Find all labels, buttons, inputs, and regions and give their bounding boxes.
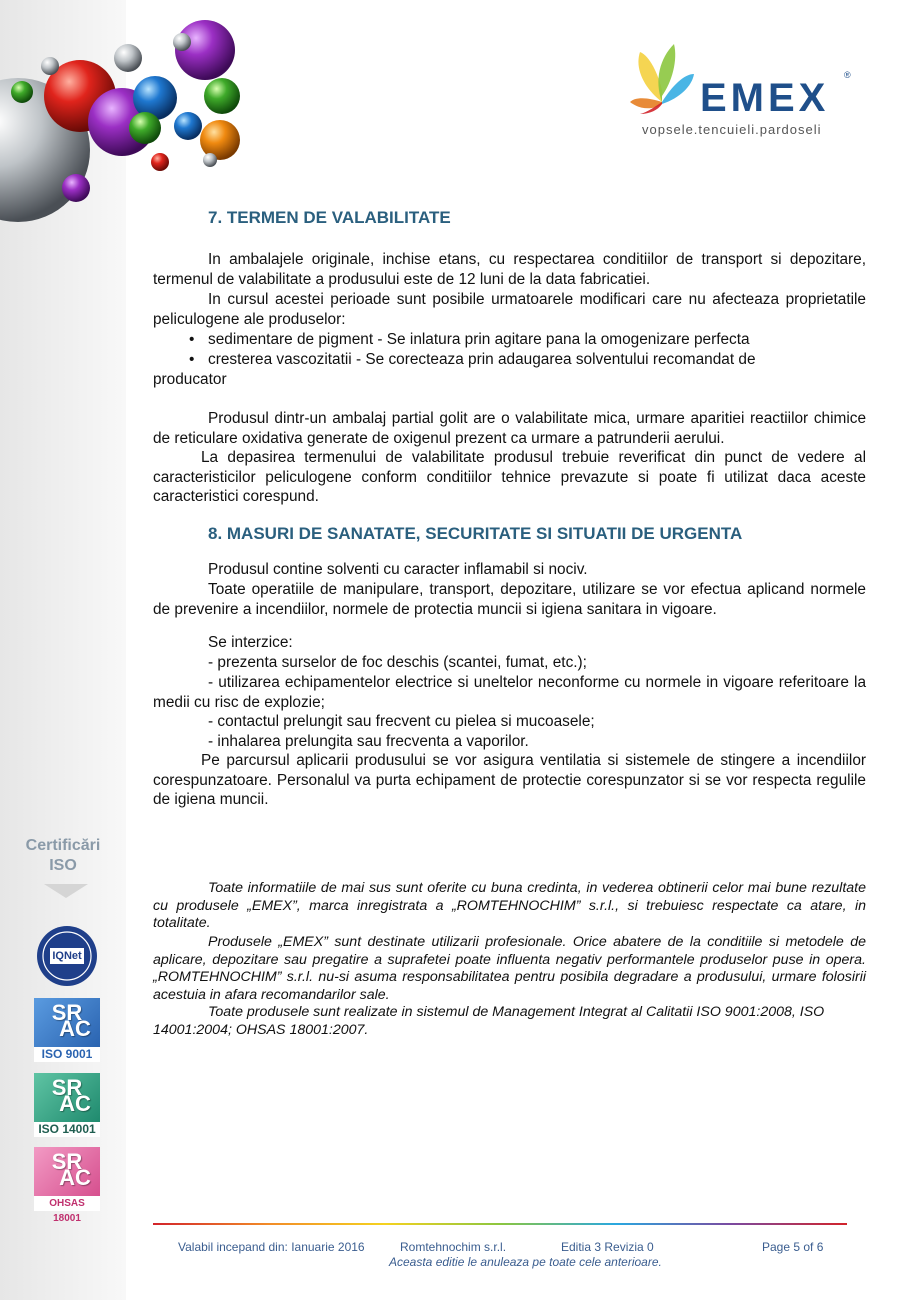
sr-badge-ohsas-18001: [34, 1147, 100, 1224]
butterfly-icon: [626, 40, 698, 116]
section-8-paragraph-1: Produsul contine solventi cu caracter inflamabil si nociv.: [208, 561, 588, 578]
certifications-title: Certificări: [25, 837, 101, 854]
bullet-item-1: sedimentare de pigment - Se inlatura prin agitare pana la omogenizare perfecta: [208, 331, 750, 348]
prohibition-item-2: - utilizarea echipamentelor electrice si uneltelor neconforme cu normele in vigoare referitoare la medii cu risc de explozie;: [153, 674, 866, 711]
section-8-heading: 8. MASURI DE SANATATE, SECURITATE SI SITUATII DE URGENTA: [208, 524, 743, 543]
prohibition-item-1: - prezenta surselor de foc deschis (scantei, fumat, etc.);: [208, 654, 587, 671]
badge-ac-letters: AC: [59, 1091, 91, 1116]
section-7-paragraph-1: In ambalajele originale, inchise etans, cu respectarea conditiilor de transport si depozitare, termenul de valabilitate a produsului este de 12 luni de la data fabricatiei.: [153, 251, 866, 288]
iqnet-label: IQNet: [52, 950, 82, 962]
section-7-paragraph-4: La depasirea termenului de valabilitate produsul trebuie reverificat din punct de vedere al caracteristicilor peliculogene conform conditiilor tehnice prevazute si poate fi utilizat daca aceste caracteristici corespund.: [153, 449, 866, 506]
prohibition-item-4: - inhalarea prelungita sau frecventa a vaporilor.: [208, 733, 529, 750]
iqnet-badge: [34, 924, 100, 988]
logo-tagline: vopsele.tencuieli.pardoseli: [642, 122, 822, 137]
badge-label-iso-14001: ISO 14001: [34, 1122, 100, 1137]
prohibition-item-3: - contactul prelungit sau frecvent cu pielea si mucoasele;: [208, 713, 595, 730]
bullet-marker: •: [189, 331, 195, 348]
footer-edition: Editia 3 Revizia 0: [561, 1240, 654, 1254]
footer-valid-from: Valabil incepand din: Ianuarie 2016: [178, 1240, 365, 1254]
logo-wordmark: EMEX: [700, 76, 830, 120]
bullet-item-2: cresterea vascozitatii - Se corecteaza prin adaugarea solventului recomandat de: [208, 351, 756, 368]
bullet-marker: •: [189, 351, 195, 368]
disclaimer-paragraph-1: Toate informatiile de mai sus sunt oferite cu buna credinta, in vederea obtinerii celor mai bune rezultate cu produsele „EMEX”, marca inregistrata a „ROMTEHNOCHIM” s.r.l., si trebuiesc respectate ca atare, in totalitate.: [153, 880, 866, 932]
section-8-paragraph-3: Se interzice:: [208, 634, 293, 651]
footer-divider: [153, 1223, 847, 1225]
sr-badge-iso-14001: [34, 1073, 100, 1137]
section-8-paragraph-2: Toate operatiile de manipulare, transport, depozitare, utilizare se vor efectua aplicand normele de prevenire a incendiilor, normele de protectia muncii si igiena sanitara in vigoare.: [153, 581, 866, 618]
badge-sr-letters: SR: [51, 1075, 83, 1100]
sr-badge-iso-9001: [34, 998, 100, 1062]
disclaimer-paragraph-3: Toate produsele sunt realizate in sistemul de Management Integrat al Calitatii ISO 9001:2008, ISO 14001:2004; OHSAS 18001:2007.: [153, 1004, 825, 1038]
footer-note: Aceasta editie le anuleaza pe toate cele anterioare.: [389, 1255, 662, 1269]
section-8-paragraph-4: Pe parcursul aplicarii produsului se vor asigura ventilatia si sistemele de stingere a incendiilor corespunzatoare. Personalul va purta echipament de protectie corespunzator si se vor respecta regulile de igiena muncii.: [153, 752, 866, 809]
section-7-paragraph-3: Produsul dintr-un ambalaj partial golit are o valabilitate mica, urmare aparitiei reactiilor chimice de reticulare oxidativa generate de oxigenul prezent ca urmare a patrunderii aerului.: [153, 410, 866, 447]
disclaimer-paragraph-2: Produsele „EMEX” sunt destinate utilizarii profesionale. Orice abatere de la conditiile si metodele de aplicare, depozitare sau pregatire a suprafetei poate influenta negativ performantele produselor puse in opera. „ROMTEHNOCHIM” s.r.l. nu-si asuma responsabilitatea pentru posibila degradare a produsului, urmare folosirii acestuia in afara recomandarilor sale.: [153, 934, 866, 1003]
section-7-heading: 7. TERMEN DE VALABILITATE: [208, 208, 451, 227]
footer-page-number: Page 5 of 6: [762, 1240, 824, 1254]
down-arrow-icon: [44, 884, 88, 898]
badge-sr-letters: SR: [51, 1149, 83, 1174]
bullet-item-2-continued: producator: [153, 371, 227, 388]
badge-sr-letters: SR: [51, 1000, 83, 1025]
section-7-paragraph-2: In cursul acestei perioade sunt posibile urmatoarele modificari care nu afecteaza proprietatile peliculogene ale produselor:: [153, 291, 866, 328]
badge-ac-letters: AC: [59, 1165, 91, 1190]
badge-label-iso-9001: ISO 9001: [34, 1047, 100, 1062]
decorative-spheres: [0, 0, 260, 240]
certifications-subtitle: ISO: [49, 857, 77, 874]
badge-ac-letters: AC: [59, 1016, 91, 1041]
registered-mark: ®: [844, 70, 851, 80]
emex-logo: [624, 36, 864, 146]
footer-company: Romtehnochim s.r.l.: [400, 1240, 507, 1254]
badge-label-ohsas-18001: OHSAS 18001: [34, 1196, 100, 1211]
